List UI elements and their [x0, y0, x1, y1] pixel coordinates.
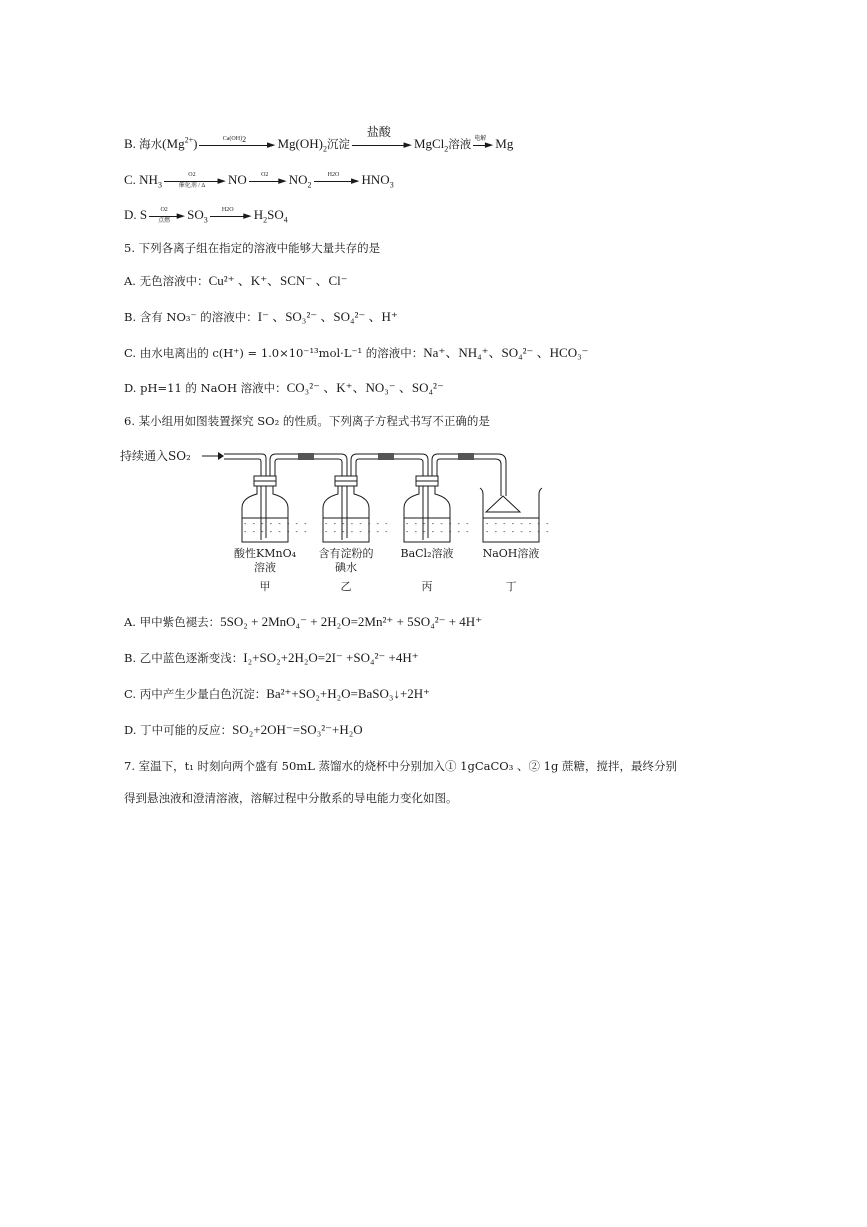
option-label: C. 丙中产生少量白色沉淀： [124, 687, 267, 701]
q4-option-c [124, 172, 394, 189]
q4-option-d [124, 207, 288, 224]
sulfur: S [139, 207, 148, 222]
liquid-dots-jia [244, 520, 309, 536]
q5-option-d [124, 380, 444, 396]
bottle-jia-label-2: 溶液 [254, 561, 276, 574]
arrow-reagent: O2 [188, 172, 196, 179]
ion-list: CO₃²⁻ 、K⁺、NO₃⁻ 、SO₄²⁻ [286, 380, 444, 395]
ion-list: I⁻ 、SO₃²⁻ 、SO₄²⁻ 、H⁺ [257, 309, 398, 324]
svg-text:- - - - - - - -: - - - - - - - - [486, 520, 551, 528]
mg-oh2: Mg(OH) [277, 136, 323, 151]
ionic-equation: Ba²⁺+SO₂+H₂O=BaSO₃↓+2H⁺ [266, 686, 431, 701]
option-label: D. pH=11 的 NaOH 溶液中： [124, 381, 287, 395]
svg-text:- - - - - - - -: - - - - - - - - [406, 520, 471, 528]
svg-text:- - - - - - - -: - - - - - - - - [406, 528, 471, 536]
q5-option-b [124, 309, 398, 325]
q5-option-c [124, 345, 589, 361]
bottle-jia-name: 甲 [259, 580, 271, 593]
bottle-yi-label-2: 碘水 [335, 561, 357, 574]
q5-stem: 5. 下列各离子组在指定的溶液中能够大量共存的是 [124, 241, 381, 255]
option-label: A. 无色溶液中： [124, 274, 209, 288]
bottle-bing-label-1: BaCl₂溶液 [400, 547, 454, 560]
reaction-arrow: 电解 ► [474, 136, 494, 152]
ionic-equation: I₂+SO₂+2H₂O=2I⁻ +SO₄²⁻ +4H⁺ [243, 650, 419, 665]
beaker-ding-label-1: NaOH溶液 [482, 547, 540, 560]
liquid-dots-bing [406, 520, 471, 536]
inlet-arrow-head [218, 452, 224, 460]
beaker-ding-name: 丁 [505, 580, 517, 593]
svg-text:- - - - - - - -: - - - - - - - - [244, 528, 309, 536]
reaction-arrow: $Ca(OH)_2$ ► [199, 137, 275, 153]
reaction-arrow: H2O ► [314, 173, 360, 189]
solution-text: 溶液 [448, 137, 472, 151]
so3: SO [187, 207, 204, 222]
subscript: 2 [242, 135, 247, 145]
arrow-reagent: Ca(OH) [222, 136, 243, 143]
bottle-bing-name: 丙 [421, 580, 433, 593]
subscript: 3 [157, 180, 162, 190]
bottle-jia-label-1: 酸性KMnO₄ [234, 547, 296, 560]
reaction-arrow: O2 ► 催化剂 / Δ [164, 173, 226, 189]
ionic-equation: 5SO₂ + 2MnO₄⁻ + 2H₂O=2Mn²⁺ + 5SO₄²⁻ + 4H⁺ [220, 614, 483, 629]
charge: 2+ [184, 135, 194, 145]
h2so4: H [253, 207, 264, 222]
option-label: A. 甲中紫色褪去： [124, 615, 221, 629]
q6-option-c [124, 686, 430, 702]
arrow-condition: 催化剂 / Δ [178, 183, 206, 190]
option-label: C. [124, 172, 136, 187]
reaction-arrow: O2 ► 点燃 [149, 208, 185, 224]
q6-option-a [124, 614, 482, 630]
arrow-reagent: O2 [160, 207, 168, 214]
q7-stem-line-1: 7. 室温下，t₁ 时刻向两个盛有 50mL 蒸馏水的烧杯中分别加入① 1gCaCO₃ 、② 1g 蔗糖，搅拌，最终分别 [124, 759, 677, 773]
q6-stem: 6. 某小组用如图装置探究 SO₂ 的性质。下列离子方程式书写不正确的是 [124, 414, 490, 428]
product: Mg [495, 136, 514, 151]
svg-text:- - - - - - - -: - - - - - - - - [244, 520, 309, 528]
arrow-reagent: H2O [327, 172, 340, 179]
reaction-arrow: O2 ► [249, 173, 287, 189]
liquid-dots-ding [486, 520, 551, 536]
reaction-arrow: H2O ► [210, 208, 252, 224]
arrow-reagent: 电解 [474, 136, 487, 143]
bottle-yi-label-1: 含有淀粉的 [318, 547, 374, 560]
option-label: D. [124, 207, 137, 222]
subscript: 2 [444, 144, 449, 154]
subscript: 2 [263, 215, 268, 225]
so2-apparatus-diagram [120, 446, 560, 596]
q6-option-d [124, 722, 363, 738]
reaction-arrow: 盐酸 ► [352, 137, 412, 153]
q5-option-a [124, 273, 348, 289]
mg-ion: Mg [166, 136, 185, 151]
liquid-dots-yi [325, 520, 390, 536]
arrow-reagent: O2 [261, 172, 269, 179]
seawater-text: 海水 [139, 137, 163, 151]
ion-list: Na⁺、NH₄⁺、SO₄²⁻ 、HCO₃⁻ [423, 345, 589, 360]
q4-option-b: B. 海水$(Mg^{2+})$ $Ca(OH)_2$ ► $Mg(OH)_2$沉淀 盐酸 ► MgCl$_2$溶液 电解 ► Mg [124, 125, 514, 154]
q6-option-b [124, 650, 419, 666]
svg-text:- - - - - - - -: - - - - - - - - [325, 520, 390, 528]
svg-text:- - - - - - - -: - - - - - - - - [325, 528, 390, 536]
svg-text:- - - - - - - -: - - - - - - - - [486, 528, 551, 536]
ionic-equation: SO₂+2OH⁻=SO₃²⁻+H₂O [232, 722, 363, 737]
arrow-reagent: 盐酸 [366, 125, 391, 140]
option-label: C. 由水电离出的 c(H⁺) = 1.0×10⁻¹³mol·L⁻¹ 的溶液中： [124, 346, 424, 360]
h2so4-part: SO [267, 207, 284, 222]
option-label: D. 丁中可能的反应： [124, 723, 233, 737]
hno3: HNO [361, 172, 390, 187]
subscript: 3 [389, 180, 394, 190]
arrow-reagent: H2O [221, 207, 234, 214]
no: NO [227, 172, 247, 187]
subscript: 2 [322, 144, 327, 154]
option-label: B. [124, 136, 136, 151]
bottle-yi-name: 乙 [340, 580, 352, 593]
no2: NO [288, 172, 308, 187]
option-label: B. 乙中蓝色逐渐变浅： [124, 651, 244, 665]
subscript: 4 [283, 215, 288, 225]
nh3: NH [139, 172, 158, 187]
arrow-condition: 点燃 [158, 218, 171, 225]
mgcl2: MgCl [413, 136, 445, 151]
subscript: 3 [203, 215, 208, 225]
inlet-label: 持续通入SO₂ [120, 449, 191, 463]
option-label: B. 含有 NO₃⁻ 的溶液中： [124, 310, 258, 324]
precipitate-text: 沉淀 [326, 137, 350, 151]
ion-list: Cu²⁺ 、K⁺、SCN⁻ 、Cl⁻ [208, 273, 348, 288]
q7-stem-line-2: 得到悬浊液和澄清溶液，溶解过程中分散系的导电能力变化如图。 [124, 791, 458, 805]
subscript: 2 [307, 180, 312, 190]
